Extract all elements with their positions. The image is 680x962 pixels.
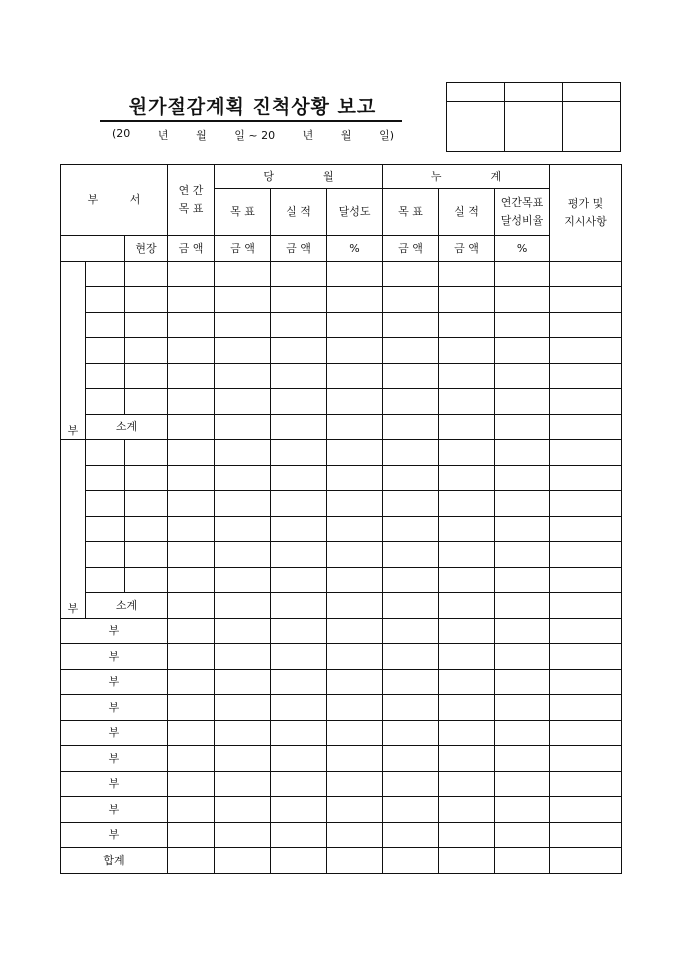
cell[interactable] xyxy=(168,440,215,466)
cell[interactable] xyxy=(327,669,383,695)
dept-row xyxy=(61,822,622,848)
cell[interactable] xyxy=(383,338,439,364)
cell[interactable] xyxy=(327,822,383,848)
subtotal-label: 소계 xyxy=(86,414,168,440)
period-part: 일) xyxy=(379,129,394,142)
cell[interactable] xyxy=(495,363,550,389)
cell[interactable] xyxy=(271,542,327,568)
percent-header: % xyxy=(327,236,383,262)
month-achievement-header: 달성도 xyxy=(327,189,383,236)
cell[interactable] xyxy=(168,465,215,491)
approval-head-cell[interactable] xyxy=(505,83,563,102)
cell[interactable] xyxy=(550,771,622,797)
amount-header: 금 액 xyxy=(271,236,327,262)
blank-header xyxy=(61,236,125,262)
cell[interactable] xyxy=(495,746,550,772)
cell[interactable] xyxy=(327,389,383,415)
cell[interactable] xyxy=(327,363,383,389)
annual-target-header: 연 간 목 표 xyxy=(168,165,215,236)
dept-row xyxy=(61,695,622,721)
cell[interactable] xyxy=(383,695,439,721)
cell[interactable] xyxy=(168,644,215,670)
cell[interactable] xyxy=(495,644,550,670)
cell[interactable] xyxy=(125,440,168,466)
cell[interactable] xyxy=(271,338,327,364)
cell[interactable] xyxy=(271,822,327,848)
period-part: (20 xyxy=(112,127,131,140)
dept-row-label: 부 xyxy=(61,822,168,848)
cell[interactable] xyxy=(215,848,271,874)
dept-row-label: 부 xyxy=(61,695,168,721)
table-row xyxy=(61,567,622,593)
dept-header: 부 서 xyxy=(61,165,168,236)
cell[interactable] xyxy=(86,465,125,491)
table-row xyxy=(61,363,622,389)
dept-row xyxy=(61,797,622,823)
cell[interactable] xyxy=(168,669,215,695)
cell[interactable] xyxy=(327,618,383,644)
cell[interactable] xyxy=(550,414,622,440)
month-target-header: 목 표 xyxy=(215,189,271,236)
dept-row-label: 부 xyxy=(61,720,168,746)
cell[interactable] xyxy=(550,695,622,721)
dept-row-label: 부 xyxy=(61,644,168,670)
cell[interactable] xyxy=(125,567,168,593)
approval-head-cell[interactable] xyxy=(447,83,505,102)
subtotal-row xyxy=(61,593,622,619)
cell[interactable] xyxy=(327,440,383,466)
cell[interactable] xyxy=(168,771,215,797)
cell[interactable] xyxy=(439,261,495,287)
cell[interactable] xyxy=(271,848,327,874)
cell[interactable] xyxy=(86,491,125,517)
cell[interactable] xyxy=(168,338,215,364)
cell[interactable] xyxy=(327,414,383,440)
cell[interactable] xyxy=(495,440,550,466)
table-row xyxy=(61,312,622,338)
cell[interactable] xyxy=(439,669,495,695)
cell[interactable] xyxy=(550,567,622,593)
cell[interactable] xyxy=(383,644,439,670)
cell[interactable] xyxy=(327,771,383,797)
cell[interactable] xyxy=(215,746,271,772)
cell[interactable] xyxy=(215,414,271,440)
cell[interactable] xyxy=(168,491,215,517)
dept-row xyxy=(61,644,622,670)
cell[interactable] xyxy=(495,414,550,440)
cell[interactable] xyxy=(383,542,439,568)
month-actual-header: 실 적 xyxy=(271,189,327,236)
cell[interactable] xyxy=(439,516,495,542)
cell[interactable] xyxy=(439,848,495,874)
cell[interactable] xyxy=(495,669,550,695)
cell[interactable] xyxy=(550,312,622,338)
cell[interactable] xyxy=(439,440,495,466)
dept-row xyxy=(61,771,622,797)
subtotal-row xyxy=(61,414,622,440)
table-row xyxy=(61,261,622,287)
cell[interactable] xyxy=(125,491,168,517)
cell[interactable] xyxy=(439,695,495,721)
cell[interactable] xyxy=(327,287,383,313)
cell[interactable] xyxy=(215,516,271,542)
table-row xyxy=(61,287,622,313)
cell[interactable] xyxy=(495,542,550,568)
cell[interactable] xyxy=(550,440,622,466)
cell[interactable] xyxy=(215,771,271,797)
cell[interactable] xyxy=(327,516,383,542)
cell[interactable] xyxy=(271,491,327,517)
cell[interactable] xyxy=(439,720,495,746)
cell[interactable] xyxy=(327,261,383,287)
cell[interactable] xyxy=(327,312,383,338)
cell[interactable] xyxy=(215,542,271,568)
cell[interactable] xyxy=(215,287,271,313)
cell[interactable] xyxy=(550,287,622,313)
cell[interactable] xyxy=(383,720,439,746)
cell[interactable] xyxy=(383,491,439,517)
cell[interactable] xyxy=(495,287,550,313)
cell[interactable] xyxy=(439,287,495,313)
cell[interactable] xyxy=(215,797,271,823)
cell[interactable] xyxy=(383,797,439,823)
cell[interactable] xyxy=(495,389,550,415)
cell[interactable] xyxy=(495,338,550,364)
cell[interactable] xyxy=(550,746,622,772)
cell[interactable] xyxy=(168,593,215,619)
cell[interactable] xyxy=(86,567,125,593)
cell[interactable] xyxy=(271,465,327,491)
cell[interactable] xyxy=(383,771,439,797)
cell[interactable] xyxy=(125,389,168,415)
cell[interactable] xyxy=(383,261,439,287)
cell[interactable] xyxy=(383,848,439,874)
cell[interactable] xyxy=(383,312,439,338)
cell[interactable] xyxy=(495,261,550,287)
cell[interactable] xyxy=(215,618,271,644)
cell[interactable] xyxy=(168,720,215,746)
annual-ratio-header: 연간목표 달성비율 xyxy=(495,189,550,236)
cell[interactable] xyxy=(215,312,271,338)
cell[interactable] xyxy=(327,567,383,593)
dept-row-label: 부 xyxy=(61,669,168,695)
cell[interactable] xyxy=(215,567,271,593)
cell[interactable] xyxy=(439,746,495,772)
cell[interactable] xyxy=(495,797,550,823)
cell[interactable] xyxy=(439,797,495,823)
cell[interactable] xyxy=(271,440,327,466)
cell[interactable] xyxy=(383,389,439,415)
dept-row xyxy=(61,618,622,644)
month-header: 당 월 xyxy=(215,165,383,189)
cell[interactable] xyxy=(168,797,215,823)
cell[interactable] xyxy=(383,822,439,848)
cell[interactable] xyxy=(550,491,622,517)
dept-group-label: 부 xyxy=(61,440,86,619)
cell[interactable] xyxy=(550,720,622,746)
cell[interactable] xyxy=(327,797,383,823)
cell[interactable] xyxy=(168,567,215,593)
period-part: 년 xyxy=(157,129,169,142)
cell[interactable] xyxy=(550,338,622,364)
cumulative-header: 누 계 xyxy=(383,165,550,189)
dept-group-label: 부 xyxy=(61,261,86,440)
cell[interactable] xyxy=(215,644,271,670)
cell[interactable] xyxy=(86,287,125,313)
period-part: 월 xyxy=(340,129,352,142)
approval-box xyxy=(446,82,621,152)
cell[interactable] xyxy=(215,338,271,364)
cell[interactable] xyxy=(550,822,622,848)
cell[interactable] xyxy=(495,618,550,644)
dept-row xyxy=(61,720,622,746)
cell[interactable] xyxy=(215,822,271,848)
cell[interactable] xyxy=(550,797,622,823)
cell[interactable] xyxy=(271,618,327,644)
period-part: 월 xyxy=(196,129,207,142)
cell[interactable] xyxy=(215,363,271,389)
cell[interactable] xyxy=(86,516,125,542)
cell[interactable] xyxy=(271,797,327,823)
cell[interactable] xyxy=(271,746,327,772)
cell[interactable] xyxy=(271,720,327,746)
cell[interactable] xyxy=(327,720,383,746)
cell[interactable] xyxy=(168,516,215,542)
cell[interactable] xyxy=(86,542,125,568)
amount-header: 금 액 xyxy=(439,236,495,262)
cell[interactable] xyxy=(439,338,495,364)
cell[interactable] xyxy=(383,746,439,772)
cell[interactable] xyxy=(86,261,125,287)
table-row xyxy=(61,542,622,568)
dept-row-label: 부 xyxy=(61,746,168,772)
percent-header: % xyxy=(495,236,550,262)
cell[interactable] xyxy=(495,593,550,619)
cell[interactable] xyxy=(215,261,271,287)
cell[interactable] xyxy=(550,389,622,415)
cell[interactable] xyxy=(439,542,495,568)
cell[interactable] xyxy=(550,669,622,695)
cell[interactable] xyxy=(383,414,439,440)
cum-target-header: 목 표 xyxy=(383,189,439,236)
cell[interactable] xyxy=(86,440,125,466)
cum-actual-header: 실 적 xyxy=(439,189,495,236)
cell[interactable] xyxy=(439,389,495,415)
cell[interactable] xyxy=(271,771,327,797)
cell[interactable] xyxy=(495,695,550,721)
cell[interactable] xyxy=(168,746,215,772)
cell[interactable] xyxy=(327,491,383,517)
cell[interactable] xyxy=(550,516,622,542)
subtotal-label: 소계 xyxy=(86,593,168,619)
cell[interactable] xyxy=(327,338,383,364)
cell[interactable] xyxy=(383,593,439,619)
amount-header: 금 액 xyxy=(215,236,271,262)
table-row xyxy=(61,491,622,517)
cell[interactable] xyxy=(550,618,622,644)
cell[interactable] xyxy=(168,542,215,568)
amount-header: 금 액 xyxy=(383,236,439,262)
cell[interactable] xyxy=(125,287,168,313)
cell[interactable] xyxy=(550,593,622,619)
cell[interactable] xyxy=(125,261,168,287)
period-part: 년 xyxy=(302,129,314,142)
cell[interactable] xyxy=(215,465,271,491)
cell[interactable] xyxy=(550,261,622,287)
dept-row-label: 부 xyxy=(61,771,168,797)
approval-sign-cell[interactable] xyxy=(447,102,505,152)
cell[interactable] xyxy=(271,363,327,389)
cell[interactable] xyxy=(495,848,550,874)
cell[interactable] xyxy=(215,720,271,746)
cell[interactable] xyxy=(495,567,550,593)
cell[interactable] xyxy=(383,618,439,644)
table-row xyxy=(61,516,622,542)
cell[interactable] xyxy=(168,695,215,721)
table-row xyxy=(61,338,622,364)
cell[interactable] xyxy=(271,287,327,313)
amount-header: 금 액 xyxy=(168,236,215,262)
cell[interactable] xyxy=(215,440,271,466)
cell[interactable] xyxy=(271,312,327,338)
dept-row-label: 부 xyxy=(61,618,168,644)
cell[interactable] xyxy=(439,822,495,848)
cell[interactable] xyxy=(383,516,439,542)
dept-row-label: 부 xyxy=(61,797,168,823)
cell[interactable] xyxy=(168,389,215,415)
cell[interactable] xyxy=(550,542,622,568)
cell[interactable] xyxy=(495,771,550,797)
total-label: 합계 xyxy=(61,848,168,874)
cell[interactable] xyxy=(168,848,215,874)
cell[interactable] xyxy=(383,363,439,389)
site-header: 현장 xyxy=(125,236,168,262)
cell[interactable] xyxy=(168,287,215,313)
cell[interactable] xyxy=(168,312,215,338)
cell[interactable] xyxy=(125,363,168,389)
cell[interactable] xyxy=(271,593,327,619)
cell[interactable] xyxy=(327,746,383,772)
cell[interactable] xyxy=(271,516,327,542)
cell[interactable] xyxy=(327,542,383,568)
cell[interactable] xyxy=(383,567,439,593)
report-period xyxy=(112,127,394,143)
page-title: 원가절감계획 진척상황 보고 xyxy=(128,96,377,118)
cell[interactable] xyxy=(383,465,439,491)
table-row xyxy=(61,440,622,466)
cell[interactable] xyxy=(271,389,327,415)
cell[interactable] xyxy=(439,491,495,517)
cell[interactable] xyxy=(495,491,550,517)
cell[interactable] xyxy=(383,287,439,313)
cell[interactable] xyxy=(168,414,215,440)
cell[interactable] xyxy=(271,695,327,721)
dept-row xyxy=(61,746,622,772)
cell[interactable] xyxy=(86,363,125,389)
cell[interactable] xyxy=(215,669,271,695)
cell[interactable] xyxy=(383,669,439,695)
cell[interactable] xyxy=(439,363,495,389)
cell[interactable] xyxy=(495,312,550,338)
cell[interactable] xyxy=(383,440,439,466)
cell[interactable] xyxy=(86,338,125,364)
evaluation-header: 평가 및 지시사항 xyxy=(550,165,622,262)
period-part: 일 ~ 20 xyxy=(234,129,276,142)
cell[interactable] xyxy=(271,414,327,440)
cell[interactable] xyxy=(168,261,215,287)
cell[interactable] xyxy=(495,516,550,542)
cell[interactable] xyxy=(125,465,168,491)
cell[interactable] xyxy=(215,593,271,619)
approval-sign-cell[interactable] xyxy=(505,102,563,152)
cell[interactable] xyxy=(439,593,495,619)
cell[interactable] xyxy=(439,465,495,491)
cell[interactable] xyxy=(86,312,125,338)
cell[interactable] xyxy=(271,669,327,695)
cell[interactable] xyxy=(125,338,168,364)
table-row xyxy=(61,465,622,491)
cell[interactable] xyxy=(439,312,495,338)
dept-row xyxy=(61,669,622,695)
cell[interactable] xyxy=(327,465,383,491)
cell[interactable] xyxy=(327,848,383,874)
cell[interactable] xyxy=(439,771,495,797)
cell[interactable] xyxy=(327,593,383,619)
cell[interactable] xyxy=(125,542,168,568)
cell[interactable] xyxy=(327,644,383,670)
cell[interactable] xyxy=(271,644,327,670)
cell[interactable] xyxy=(550,644,622,670)
cell[interactable] xyxy=(168,822,215,848)
cell[interactable] xyxy=(550,363,622,389)
cell[interactable] xyxy=(215,389,271,415)
progress-table xyxy=(60,164,622,874)
cell[interactable] xyxy=(550,465,622,491)
cell[interactable] xyxy=(271,567,327,593)
cell[interactable] xyxy=(439,618,495,644)
cell[interactable] xyxy=(495,822,550,848)
cell[interactable] xyxy=(125,516,168,542)
total-row xyxy=(61,848,622,874)
approval-head-cell[interactable] xyxy=(563,83,621,102)
cell[interactable] xyxy=(168,618,215,644)
cell[interactable] xyxy=(495,720,550,746)
cell[interactable] xyxy=(439,567,495,593)
cell[interactable] xyxy=(439,414,495,440)
cell[interactable] xyxy=(125,312,168,338)
cell[interactable] xyxy=(215,491,271,517)
cell[interactable] xyxy=(215,695,271,721)
title-underline xyxy=(100,120,402,122)
approval-sign-cell[interactable] xyxy=(563,102,621,152)
cell[interactable] xyxy=(439,644,495,670)
table-row xyxy=(61,389,622,415)
cell[interactable] xyxy=(271,261,327,287)
cell[interactable] xyxy=(327,695,383,721)
cell[interactable] xyxy=(168,363,215,389)
cell[interactable] xyxy=(86,389,125,415)
cell[interactable] xyxy=(550,848,622,874)
cell[interactable] xyxy=(495,465,550,491)
